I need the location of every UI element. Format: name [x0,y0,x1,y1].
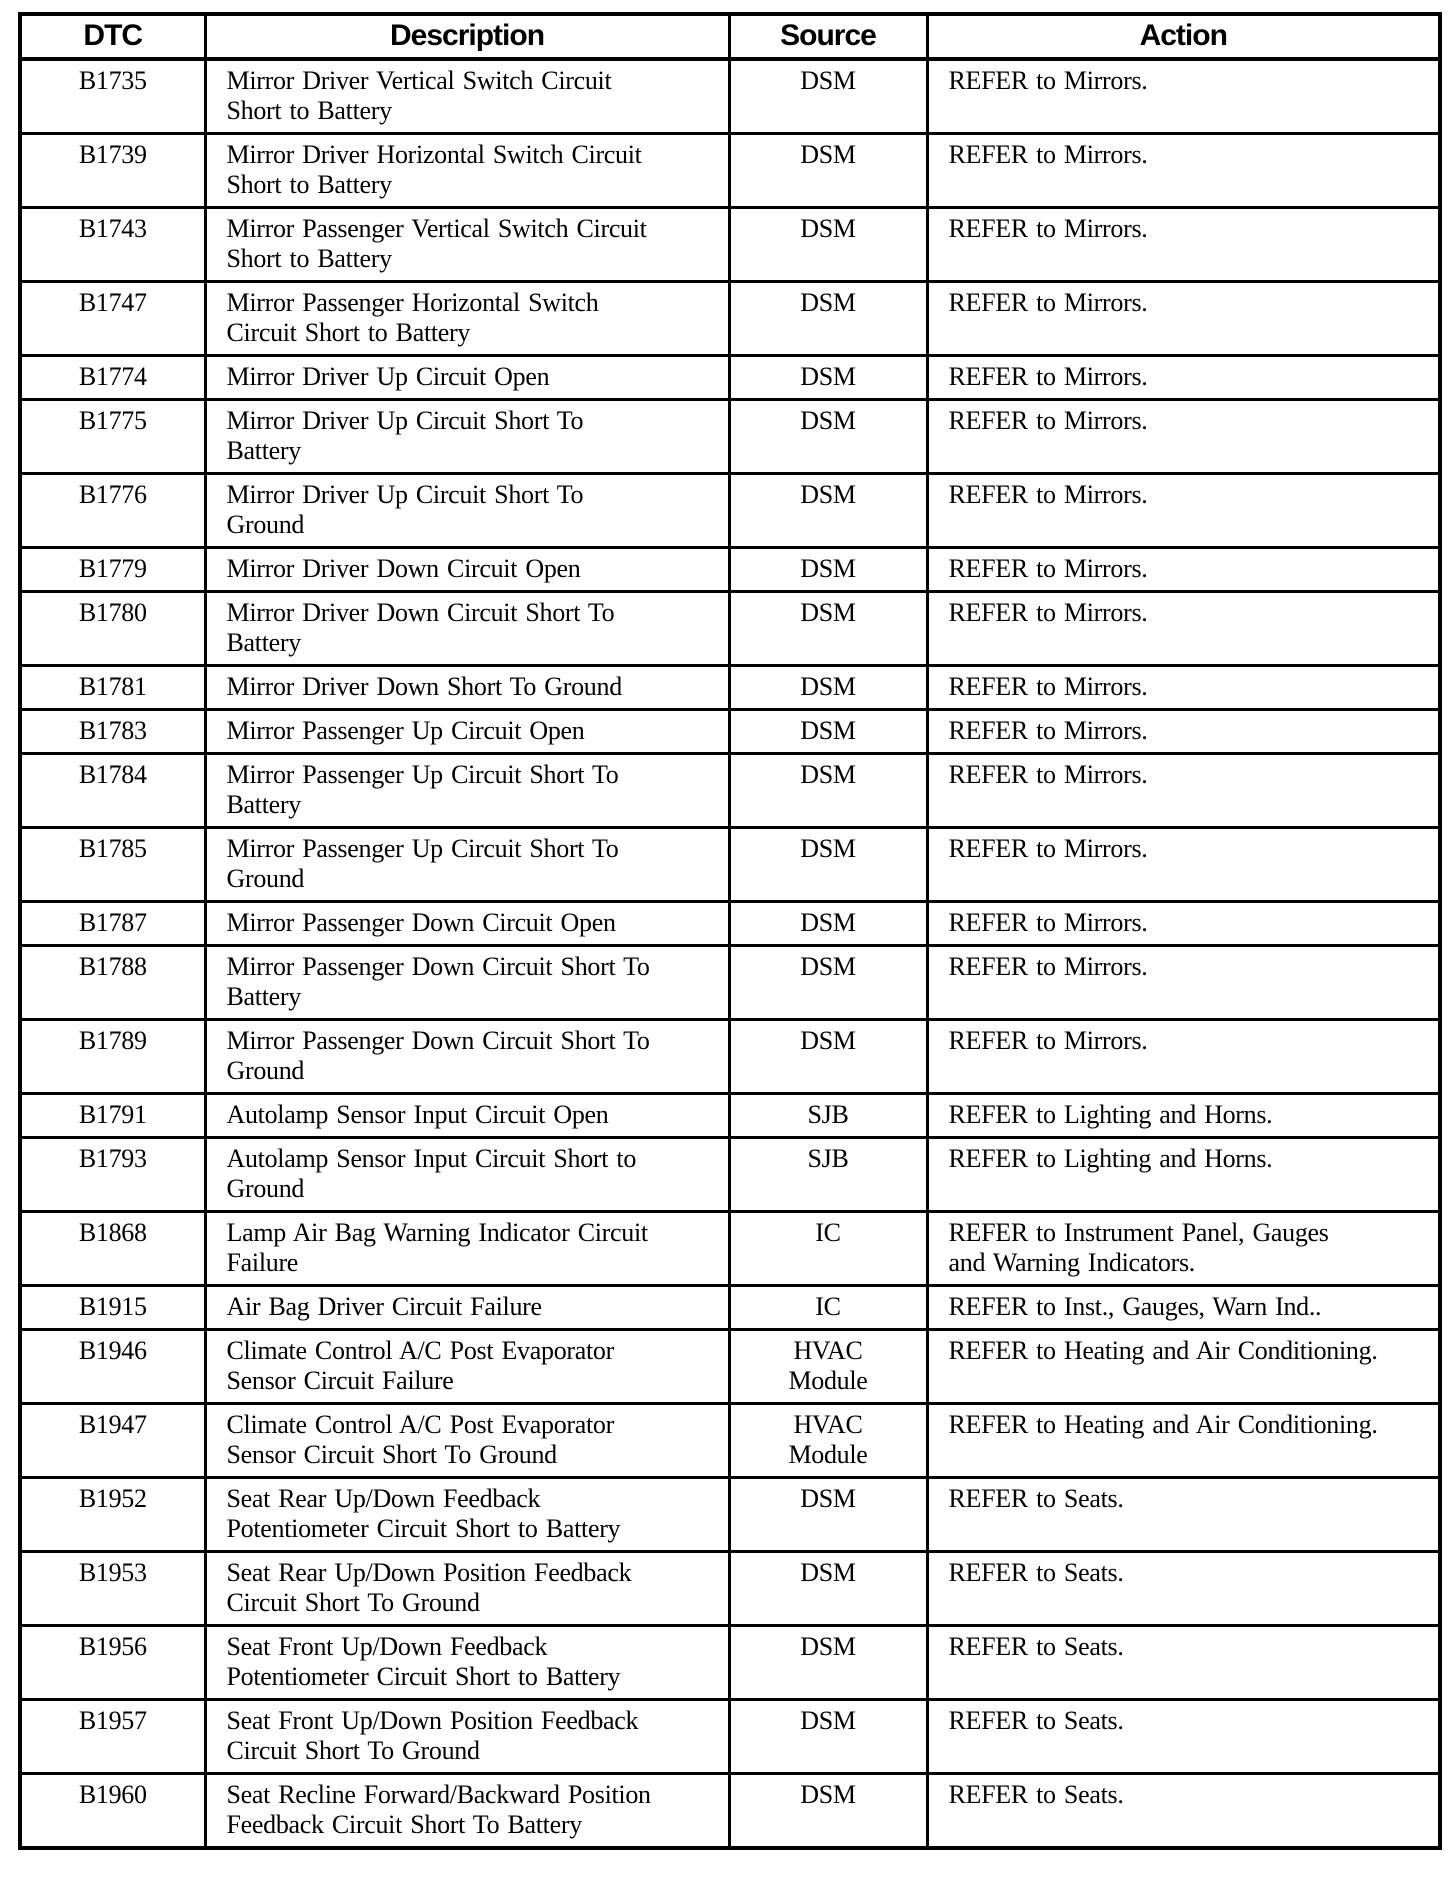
table-header [20,14,1440,59]
cell-line: DSM [800,288,856,317]
cell-line: Seat Rear Up/Down Feedback [226,1484,541,1513]
cell-line: Ground [226,510,305,539]
cell-line: REFER to Mirrors. [948,214,1148,243]
cell-line: Circuit Short to Battery [226,318,471,347]
cell-line: HVAC [793,1336,863,1365]
source-cell [729,282,927,356]
dtc-cell: B1785 [20,828,205,902]
cell-line: DSM [800,362,856,391]
table-row [20,902,1440,946]
description-cell [205,828,729,902]
cell-line: Seat Front Up/Down Feedback [226,1632,548,1661]
cell-line: REFER to Seats. [948,1706,1124,1735]
dtc-cell: B1787 [20,902,205,946]
cell-line: Air Bag Driver Circuit Failure [226,1292,542,1321]
dtc-cell: B1791 [20,1094,205,1138]
source-cell [729,1700,927,1774]
header-dtc: DTC [20,14,205,59]
cell-line: Mirror Driver Up Circuit Short To [226,406,584,435]
cell-line: IC [815,1218,841,1247]
dtc-cell: B1947 [20,1404,205,1478]
cell-line: Short to Battery [226,96,392,125]
cell-line: REFER to Instrument Panel, Gauges [948,1218,1329,1247]
cell-line: REFER to Mirrors. [948,908,1148,937]
cell-line: Module [788,1440,868,1469]
cell-line: REFER to Mirrors. [948,716,1148,745]
cell-line: REFER to Seats. [948,1484,1124,1513]
dtc-cell: B1780 [20,592,205,666]
cell-line: and Warning Indicators. [948,1248,1196,1277]
cell-line: Battery [226,790,301,819]
action-cell [927,1774,1440,1849]
source-cell [729,1212,927,1286]
table-row [20,282,1440,356]
cell-line: Failure [226,1248,299,1277]
table-row [20,1330,1440,1404]
cell-line: DSM [800,1558,856,1587]
cell-line: REFER to Mirrors. [948,288,1148,317]
table-row [20,1774,1440,1849]
description-cell [205,1020,729,1094]
cell-line: Circuit Short To Ground [226,1588,480,1617]
dtc-cell: B1789 [20,1020,205,1094]
cell-line: Circuit Short To Ground [226,1736,480,1765]
cell-line: REFER to Seats. [948,1780,1124,1809]
description-cell [205,1700,729,1774]
source-cell [729,1478,927,1552]
cell-line: DSM [800,480,856,509]
description-cell [205,282,729,356]
action-cell [927,710,1440,754]
description-cell [205,1404,729,1478]
action-cell [927,1404,1440,1478]
cell-line: SJB [807,1144,849,1173]
cell-line: DSM [800,834,856,863]
cell-line: Battery [226,982,301,1011]
table-row [20,1404,1440,1478]
cell-line: REFER to Lighting and Horns. [948,1144,1273,1173]
cell-line: Autolamp Sensor Input Circuit Open [226,1100,609,1129]
cell-line: REFER to Mirrors. [948,952,1148,981]
cell-line: Sensor Circuit Short To Ground [226,1440,557,1469]
cell-line: Battery [226,436,301,465]
description-cell [205,710,729,754]
table-body [20,59,1440,1848]
cell-line: DSM [800,952,856,981]
dtc-cell: B1915 [20,1286,205,1330]
action-cell [927,1212,1440,1286]
description-cell [205,1094,729,1138]
cell-line: Mirror Driver Down Circuit Short To [226,598,615,627]
description-cell [205,400,729,474]
cell-line: REFER to Mirrors. [948,760,1148,789]
cell-line: DSM [800,1706,856,1735]
cell-line: DSM [800,1632,856,1661]
source-cell [729,59,927,134]
header-description: Description [205,14,729,59]
source-cell [729,1774,927,1849]
header-source: Source [729,14,927,59]
dtc-cell: B1946 [20,1330,205,1404]
table-row [20,828,1440,902]
cell-line: DSM [800,760,856,789]
table-row [20,208,1440,282]
source-cell [729,666,927,710]
dtc-cell: B1868 [20,1212,205,1286]
cell-line: SJB [807,1100,849,1129]
dtc-cell: B1735 [20,59,205,134]
cell-line: DSM [800,598,856,627]
table-row [20,1286,1440,1330]
cell-line: Autolamp Sensor Input Circuit Short to [226,1144,637,1173]
action-cell [927,1626,1440,1700]
cell-line: DSM [800,672,856,701]
action-cell [927,1330,1440,1404]
action-cell [927,1094,1440,1138]
cell-line: Mirror Driver Up Circuit Short To [226,480,584,509]
cell-line: DSM [800,1026,856,1055]
cell-line: REFER to Mirrors. [948,140,1148,169]
action-cell [927,1286,1440,1330]
table-row [20,946,1440,1020]
table-row [20,666,1440,710]
description-cell [205,1286,729,1330]
source-cell [729,134,927,208]
cell-line: DSM [800,716,856,745]
cell-line: Seat Rear Up/Down Position Feedback [226,1558,632,1587]
dtc-cell: B1779 [20,548,205,592]
description-cell [205,1138,729,1212]
cell-line: REFER to Seats. [948,1632,1124,1661]
source-cell [729,400,927,474]
cell-line: Mirror Passenger Down Circuit Open [226,908,616,937]
cell-line: Short to Battery [226,244,392,273]
description-cell [205,902,729,946]
cell-line: Mirror Passenger Horizontal Switch [226,288,599,317]
cell-line: REFER to Mirrors. [948,554,1148,583]
description-cell [205,1212,729,1286]
dtc-cell: B1743 [20,208,205,282]
description-cell [205,134,729,208]
source-cell [729,1138,927,1212]
source-cell [729,1020,927,1094]
description-cell [205,548,729,592]
cell-line: DSM [800,406,856,435]
table-row [20,1478,1440,1552]
action-cell [927,208,1440,282]
dtc-cell: B1747 [20,282,205,356]
cell-line: REFER to Mirrors. [948,480,1148,509]
source-cell [729,1330,927,1404]
source-cell [729,1404,927,1478]
cell-line: Ground [226,1174,305,1203]
action-cell [927,400,1440,474]
cell-line: DSM [800,140,856,169]
cell-line: REFER to Heating and Air Conditioning. [948,1410,1378,1439]
description-cell [205,592,729,666]
cell-line: REFER to Mirrors. [948,66,1148,95]
dtc-cell: B1956 [20,1626,205,1700]
dtc-cell: B1784 [20,754,205,828]
table-row [20,474,1440,548]
cell-line: Mirror Driver Vertical Switch Circuit [226,66,612,95]
source-cell [729,592,927,666]
cell-line: REFER to Inst., Gauges, Warn Ind.. [948,1292,1322,1321]
action-cell [927,1138,1440,1212]
action-cell [927,59,1440,134]
table-row [20,1020,1440,1094]
cell-line: HVAC [793,1410,863,1439]
description-cell [205,356,729,400]
cell-line: DSM [800,1780,856,1809]
table-row [20,59,1440,134]
cell-line: Sensor Circuit Failure [226,1366,454,1395]
cell-line: Mirror Driver Down Circuit Open [226,554,581,583]
action-cell [927,356,1440,400]
cell-line: REFER to Seats. [948,1558,1124,1587]
table-row [20,1138,1440,1212]
cell-line: Seat Recline Forward/Backward Position [226,1780,651,1809]
cell-line: Mirror Passenger Up Circuit Short To [226,834,619,863]
cell-line: DSM [800,214,856,243]
dtc-cell: B1739 [20,134,205,208]
action-cell [927,592,1440,666]
dtc-cell: B1953 [20,1552,205,1626]
description-cell [205,1478,729,1552]
dtc-cell: B1957 [20,1700,205,1774]
cell-line: DSM [800,908,856,937]
cell-line: Ground [226,1056,305,1085]
cell-line: Climate Control A/C Post Evaporator [226,1410,614,1439]
description-cell [205,1552,729,1626]
action-cell [927,548,1440,592]
header-action: Action [927,14,1440,59]
description-cell [205,208,729,282]
description-cell [205,666,729,710]
table-row [20,1700,1440,1774]
cell-line: DSM [800,1484,856,1513]
cell-line: Short to Battery [226,170,392,199]
cell-line: Potentiometer Circuit Short to Battery [226,1662,621,1691]
table-row [20,400,1440,474]
table-row [20,754,1440,828]
cell-line: Mirror Passenger Down Circuit Short To [226,952,650,981]
action-cell [927,474,1440,548]
cell-line: Mirror Passenger Down Circuit Short To [226,1026,650,1055]
dtc-cell: B1952 [20,1478,205,1552]
description-cell [205,946,729,1020]
source-cell [729,1626,927,1700]
action-cell [927,946,1440,1020]
dtc-cell: B1776 [20,474,205,548]
dtc-cell: B1775 [20,400,205,474]
dtc-cell: B1960 [20,1774,205,1849]
table-row [20,1094,1440,1138]
source-cell [729,1094,927,1138]
cell-line: Climate Control A/C Post Evaporator [226,1336,614,1365]
cell-line: REFER to Lighting and Horns. [948,1100,1273,1129]
source-cell [729,710,927,754]
dtc-cell: B1793 [20,1138,205,1212]
action-cell [927,1020,1440,1094]
cell-line: REFER to Mirrors. [948,672,1148,701]
description-cell [205,59,729,134]
table-row [20,592,1440,666]
action-cell [927,666,1440,710]
source-cell [729,946,927,1020]
cell-line: DSM [800,554,856,583]
source-cell [729,356,927,400]
cell-line: Mirror Passenger Up Circuit Open [226,716,585,745]
cell-line: Module [788,1366,868,1395]
source-cell [729,548,927,592]
cell-line: REFER to Mirrors. [948,1026,1148,1055]
cell-line: Mirror Driver Down Short To Ground [226,672,622,701]
cell-line: IC [815,1292,841,1321]
table-row [20,710,1440,754]
dtc-cell: B1783 [20,710,205,754]
cell-line: Mirror Passenger Up Circuit Short To [226,760,619,789]
description-cell [205,754,729,828]
cell-line: Feedback Circuit Short To Battery [226,1810,582,1839]
action-cell [927,828,1440,902]
action-cell [927,134,1440,208]
cell-line: REFER to Mirrors. [948,834,1148,863]
source-cell [729,754,927,828]
dtc-cell: B1788 [20,946,205,1020]
header-row [20,14,1440,59]
table-row [20,1552,1440,1626]
action-cell [927,902,1440,946]
description-cell [205,1774,729,1849]
source-cell [729,828,927,902]
source-cell [729,902,927,946]
description-cell [205,474,729,548]
cell-line: REFER to Mirrors. [948,362,1148,391]
action-cell [927,1478,1440,1552]
action-cell [927,1552,1440,1626]
table-row [20,356,1440,400]
table-row [20,548,1440,592]
source-cell [729,208,927,282]
cell-line: Lamp Air Bag Warning Indicator Circuit [226,1218,648,1247]
action-cell [927,282,1440,356]
table-row [20,134,1440,208]
table-row [20,1626,1440,1700]
cell-line: Ground [226,864,305,893]
cell-line: REFER to Heating and Air Conditioning. [948,1336,1378,1365]
cell-line: REFER to Mirrors. [948,406,1148,435]
dtc-table [18,12,1442,1850]
source-cell [729,474,927,548]
dtc-cell: B1774 [20,356,205,400]
action-cell [927,754,1440,828]
dtc-cell: B1781 [20,666,205,710]
cell-line: Potentiometer Circuit Short to Battery [226,1514,621,1543]
cell-line: Mirror Driver Up Circuit Open [226,362,550,391]
cell-line: Mirror Passenger Vertical Switch Circuit [226,214,647,243]
cell-line: Battery [226,628,301,657]
source-cell [729,1552,927,1626]
description-cell [205,1330,729,1404]
table-row [20,1212,1440,1286]
description-cell [205,1626,729,1700]
cell-line: Seat Front Up/Down Position Feedback [226,1706,639,1735]
source-cell [729,1286,927,1330]
cell-line: DSM [800,66,856,95]
cell-line: Mirror Driver Horizontal Switch Circuit [226,140,642,169]
action-cell [927,1700,1440,1774]
cell-line: REFER to Mirrors. [948,598,1148,627]
